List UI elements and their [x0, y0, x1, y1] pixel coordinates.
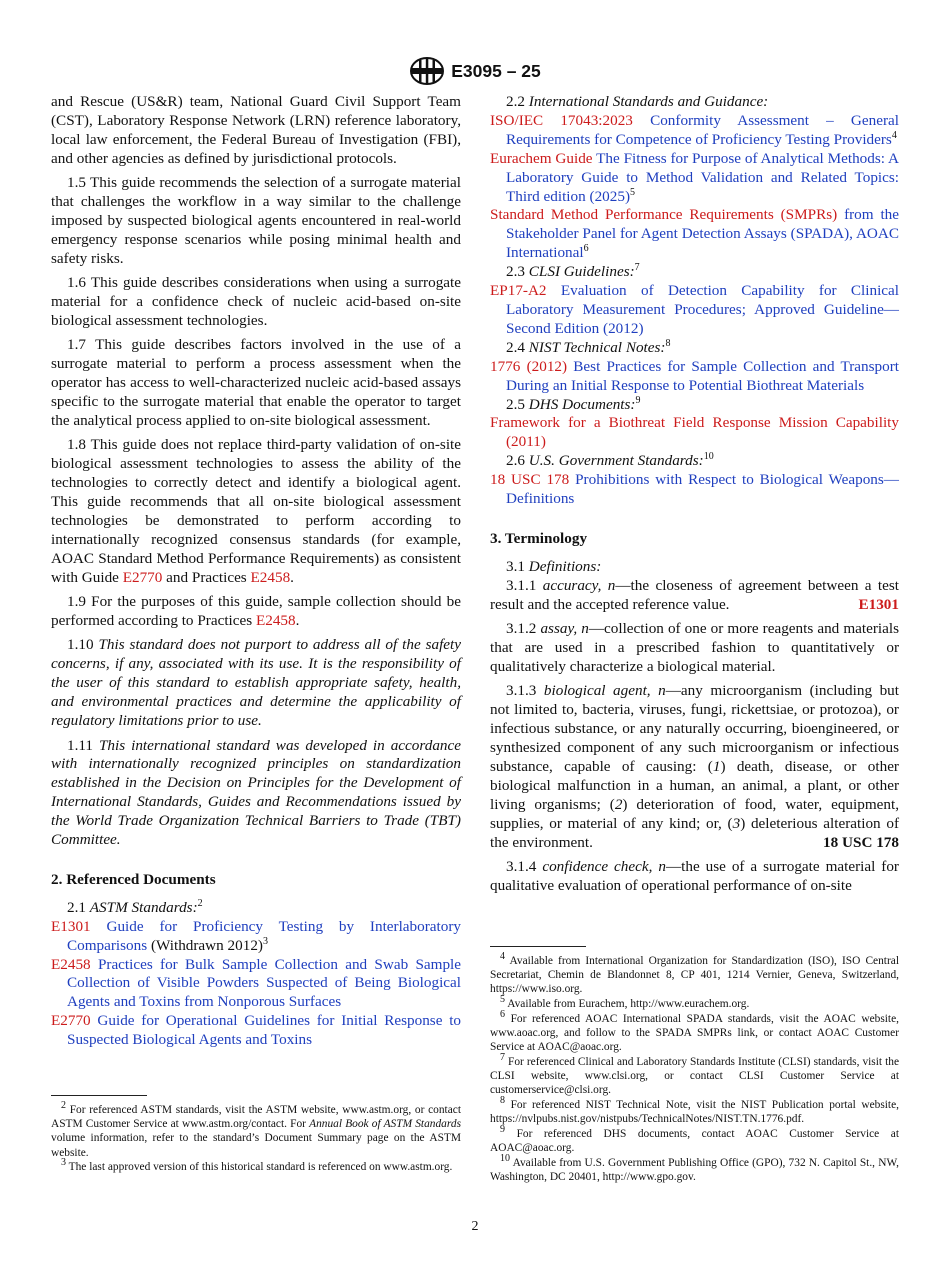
paragraph-1-8: 1.8 This guide does not replace third-party validation of on-site biological assessment technologies to assess the ability of the technologies to correctly detect and identify a biological agent. This guide recommends that all on-site biological assessment technologies be demonstrated to perform according to internationally recognized consensus standards (for example, AOAC Standard Method Performance Requirements) as consistent with Guide E2770 and Practices E2458.: [51, 436, 461, 586]
reference-nist-1776[interactable]: 1776 (2012) Best Practices for Sample Collection and Transport During an Initial Response to Potential Biothreat Materials: [490, 357, 899, 394]
subsection-2-5: 2.5 DHS Documents:$^9$: [506, 394, 641, 413]
reference-ep17-a2[interactable]: EP17-A2 Evaluation of Detection Capability for Clinical Laboratory Measurement Procedures; Approved Guideline—Second Edition (2012): [490, 282, 900, 337]
subsection-2-3: 2.3 CLSI Guidelines:$^7$: [506, 262, 640, 281]
footnote-5: $^5$ Available from Eurachem, http://www.eurachem.org.: [500, 994, 750, 1011]
term-assay: 3.1.2 assay, n—collection of one or more reagents and materials that are used in a prescribed fashion to quantitatively or qualitatively characterize a biological material.: [490, 620, 899, 675]
reference-eurachem-guide[interactable]: Eurachem Guide The Fitness for Purpose of Analytical Methods: A Laboratory Guide to Method Validation and Related Topics: Third edition $(2025)^5$: [490, 149, 899, 205]
page-number: 2: [471, 1219, 479, 1234]
footnote-8: $^8$ For referenced NIST Technical Note, visit the NIST Publication portal website, https://nvlpubs.nist.gov/nistpubs/TechnicalNotes/NIST.TN.1776.pdf.: [490, 1095, 899, 1126]
right-column: [490, 93, 899, 901]
footnote-rule: [51, 1095, 147, 1096]
subsection-3-1: 3.1 Definitions:: [506, 557, 602, 575]
reference-e1301[interactable]: E1301 Guide for Proficiency Testing by Interlaboratory Comparisons (Withdrawn 2012)$^3$: [51, 917, 461, 954]
footnotes-left: [51, 1095, 461, 1175]
footnote-7: $^7$ For referenced Clinical and Laboratory Standards Institute (CLSI) standards, visit the CLSI website, www.clsi.org, or contact CLSI Customer Service at customerservice@clsi.org.: [490, 1052, 899, 1097]
link-e2770[interactable]: E2770: [122, 568, 163, 586]
paragraph-1-5: 1.5 This guide recommends the selection of a surrogate material that challenges the workflow in a way similar to the challenge imposed by suspected biological agents encountered in real-world emergency response scenarios while posing minimal health and safety risks.: [51, 174, 461, 267]
reference-18-usc-178[interactable]: 18 USC 178 Prohibitions with Respect to Biological Weapons—Definitions: [490, 471, 899, 508]
paragraph-1-9: 1.9 For the purposes of this guide, sample collection should be performed according to Practices E2458.: [51, 593, 461, 630]
term-confidence-check: 3.1.4 confidence check, n—the use of a surrogate material for qualitative evaluation of operational performance of on-site: [490, 857, 899, 894]
footnote-10: $^{10}$ Available from U.S. Government Publishing Office (GPO), 732 N. Capitol St., NW, Washington, DC 20401, http://www.gpo.gov.: [490, 1153, 900, 1184]
footnotes-right: [490, 946, 899, 1185]
footnote-9: $^9$ For referenced DHS documents, contact AOAC Customer Service at AOAC@aoac.org.: [490, 1124, 900, 1155]
term-biological-agent: 3.1.3 biological agent, n—any microorganism (including but not limited to, bacteria, viruses, fungi, rickettsiae, or protozoa), or infectious substance, or any naturally occurring, bioengineered, or synthesized component of any such microorganism or infectious substance, capable of causing: (1) death, disease, or other biological malfunction in a human, an animal, a plant, or other living organisms; (2) deterioration of food, water, equipment, supplies, or material of any kind; or, (3) deleterious alteration of the environment. 18 USC 178: [490, 682, 899, 851]
reference-e2458[interactable]: E2458 Practices for Bulk Sample Collection and Swab Sample Collection of Visible Powders Suspected of Being Biological Agents and Toxins from Nonporous Surfaces: [51, 955, 462, 1011]
subsection-2-6: 2.6 U.S. Government Standards:$^{10}$: [506, 451, 714, 470]
paragraph-1-7: 1.7 This guide describes factors involved in the use of a surrogate material to perform a process assessment when the operator has access to well-characterized nucleic acid-based assays specific to the surrogate material that enable the operator to target the analytical process applied to on-site biological assessment.: [51, 336, 461, 429]
source-e1301[interactable]: E1301: [858, 595, 899, 613]
paragraph-1-4-continued: and Rescue (US&R) team, National Guard Civil Support Team (CST), Laboratory Response Network (LRN) reference laboratory, local law enforcement, the Federal Bureau of Investigation (FBI), and other agencies as defined by jurisdictional protocols.: [51, 93, 461, 167]
source-18-usc-178: 18 USC 178: [823, 833, 899, 851]
footnote-4: $^4$ Available from International Organization for Standardization (ISO), ISO Central Secretariat, Chemin de Blandonnet 8, CP 401, 1214 Vernier, Geneva, Switzerland, https://www.iso.org.: [490, 951, 899, 996]
footnote-2: $^2$ For referenced ASTM standards, visit the ASTM website, www.astm.org, or contact ASTM Customer Service at www.astm.org/contact. For Annual Book of ASTM Standards volume information, refer to the standard’s Document Summary page on the ASTM website.: [51, 1100, 462, 1159]
subsection-2-4: 2.4 NIST Technical Notes:$^8$: [506, 337, 671, 356]
astm-logo-icon: [409, 56, 445, 86]
link-e2458[interactable]: E2458: [255, 612, 296, 630]
subsection-2-1: 2.1 ASTM Standards:$^2$: [67, 897, 203, 916]
term-accuracy: 3.1.1 accuracy, n—the closeness of agreement between a test result and the accepted reference value. E1301: [490, 576, 899, 613]
reference-dhs-framework[interactable]: Framework for a Biothreat Field Response Mission Capability (2011): [490, 414, 899, 451]
footnote-6: $^6$ For referenced AOAC International SPADA standards, visit the AOAC website, www.aoac.org, and follow to the SPADA SMPRs link, or contact AOAC Customer Service at AOAC@aoac.org.: [490, 1009, 899, 1054]
section-heading-terminology: 3. Terminology: [490, 529, 588, 547]
footnote-3: $^3$ The last approved version of this historical standard is referenced on www.astm.org.: [61, 1157, 453, 1174]
footnote-rule: [490, 946, 586, 947]
left-column: [51, 93, 461, 1050]
section-heading-referenced-documents: 2. Referenced Documents: [51, 870, 216, 888]
paragraph-1-6: 1.6 This guide describes considerations when using a surrogate material for a confidence check of nucleic acid-based on-site biological assessment technologies.: [51, 274, 461, 329]
reference-e2770[interactable]: E2770 Guide for Operational Guidelines for Initial Response to Suspected Biological Agents and Toxins: [51, 1012, 462, 1049]
paragraph-1-11: 1.11 This international standard was developed in accordance with internationally recognized principles on standardization established in the Decision on Principles for the Development of International Standards, Guides and Recommendations issued by the World Trade Organization Technical Barriers to Trade (TBT) Committee.: [51, 736, 461, 849]
paragraph-1-10: 1.10 This standard does not purport to address all of the safety concerns, if any, associated with its use. It is the responsibility of the user of this standard to establish appropriate safety, health, and environmental practices and determine the applicability of regulatory limitations prior to use.: [51, 636, 462, 730]
document-id: E3095 – 25: [451, 60, 541, 81]
reference-iso-iec-17043[interactable]: ISO/IEC 17043:2023 Conformity Assessment – General Requirements for Competence of Proficiency Testing Providers$^4$: [490, 111, 899, 148]
subsection-2-2: 2.2 International Standards and Guidance:: [506, 93, 769, 110]
link-e2458[interactable]: E2458: [250, 568, 291, 586]
page-header: [0, 56, 950, 86]
reference-smprs[interactable]: Standard Method Performance Requirements (SMPRs) from the Stakeholder Panel for Agent Detection Assays (SPADA), AOAC International$^6$: [490, 206, 900, 262]
